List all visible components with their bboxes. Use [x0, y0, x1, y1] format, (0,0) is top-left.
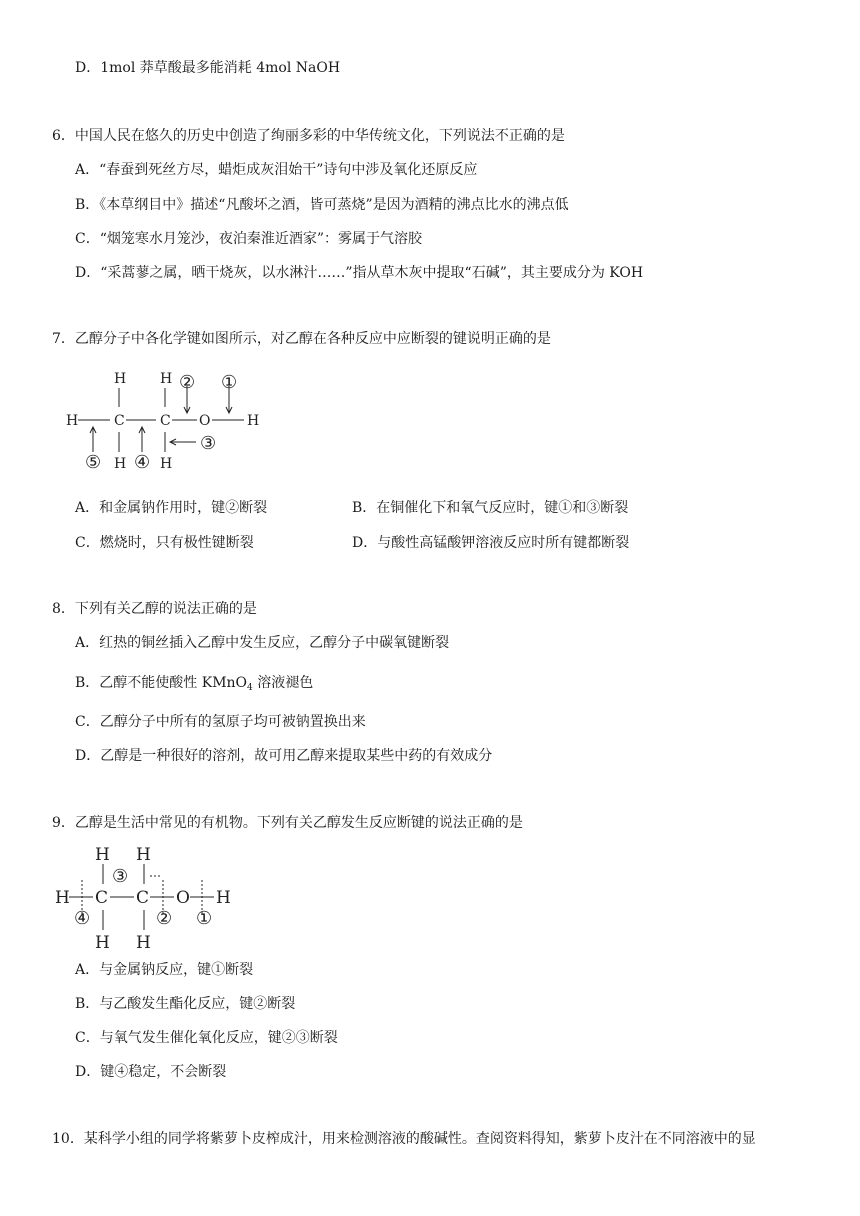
q6-option-c: C．“烟笼寒水月笼沙，夜泊秦淮近酒家”：雾属于气溶胶 — [75, 231, 423, 247]
q7-option-d: D．与酸性高锰酸钾溶液反应时所有键都断裂 — [352, 535, 630, 551]
q9-atom-c2: C — [136, 888, 150, 908]
q9-atom-h-right: H — [216, 888, 231, 908]
q7-option-b: B．在铜催化下和氧气反应时，键①和③断裂 — [352, 500, 629, 516]
q9-option-c: C．与氧气发生催化氧化反应，键②③断裂 — [75, 1030, 338, 1046]
q8-option-b — [75, 673, 313, 698]
q7-bond-label-3: ③ — [200, 433, 217, 454]
q9-atom-h-c2-bottom: H — [136, 933, 151, 953]
q8-option-c: C．乙醇分子中所有的氢原子均可被钠置换出来 — [75, 714, 366, 730]
q9-bond-label-3: ③ — [112, 866, 129, 887]
q8-option-b-post: 溶液褪色 — [252, 675, 314, 691]
q6-stem: 6．中国人民在悠久的历史中创造了绚丽多彩的中华传统文化，下列说法不正确的是 — [52, 128, 565, 144]
q7-atom-c2: C — [160, 413, 171, 429]
q8-option-b-formula: KMnO — [201, 675, 248, 691]
q7-option-c: C．燃烧时，只有极性键断裂 — [75, 535, 254, 551]
q9-option-d: D．键④稳定，不会断裂 — [75, 1064, 227, 1080]
q7-bond-label-5: ⑤ — [85, 452, 102, 473]
q7-ethanol-structure-figure — [58, 364, 278, 476]
q7-bond-label-2: ② — [179, 372, 196, 393]
q7-atom-h-c2-bottom: H — [160, 456, 173, 472]
q8-option-a: A．红热的铜丝插入乙醇中发生反应，乙醇分子中碳氧键断裂 — [75, 635, 450, 651]
q7-bond-label-1: ① — [221, 372, 238, 393]
q9-bond-label-2: ② — [156, 908, 173, 929]
q9-atom-c1: C — [95, 888, 109, 908]
q9-atom-h-c1-top: H — [95, 845, 110, 865]
q6-option-b: B．《本草纲目中》描述“凡酸坏之酒，皆可蒸烧”是因为酒精的沸点比水的沸点低 — [75, 197, 569, 213]
q6-option-a: A．“春蚕到死丝方尽，蜡炬成灰泪始干”诗句中涉及氧化还原反应 — [75, 162, 478, 178]
q8-option-d: D．乙醇是一种很好的溶剂，故可用乙醇来提取某些中药的有效成分 — [75, 748, 493, 764]
q6-option-d: D．“采蒿蓼之属，晒干烧灰，以水淋汁……”指从草木灰中提取“石碱”，其主要成分为 KOH — [75, 265, 644, 281]
q9-ethanol-structure-figure — [52, 842, 252, 954]
q8-option-b-pre: B．乙醇不能使酸性 — [75, 675, 202, 691]
q9-atom-h-c2-top: H — [136, 845, 151, 865]
q7-bond-label-4: ④ — [134, 452, 151, 473]
q7-atom-h-right: H — [247, 413, 260, 429]
q9-atom-h-left: H — [55, 888, 70, 908]
q9-option-b: B．与乙酸发生酯化反应，键②断裂 — [75, 996, 296, 1012]
q8-stem: 8．下列有关乙醇的说法正确的是 — [52, 601, 257, 617]
q9-bond-label-1: ① — [196, 908, 213, 929]
q7-atom-h-c1-top: H — [114, 371, 127, 387]
q9-stem: 9．乙醇是生活中常见的有机物。下列有关乙醇发生反应断键的说法正确的是 — [52, 815, 523, 831]
q7-atom-h-c2-top: H — [160, 371, 173, 387]
q7-atom-h-left: H — [66, 413, 79, 429]
q5-option-d: D．1mol 莽草酸最多能消耗 4mol NaOH — [75, 60, 341, 76]
q8-option-b-subscript: 4 — [247, 683, 253, 693]
q9-atom-h-c1-bottom: H — [95, 933, 110, 953]
q10-stem: 10．某科学小组的同学将紫萝卜皮榨成汁，用来检测溶液的酸碱性。查阅资料得知，紫萝卜皮汁在不同溶液中的显 — [52, 1131, 756, 1147]
q9-option-a: A．与金属钠反应，键①断裂 — [75, 962, 254, 978]
q7-atom-c1: C — [114, 413, 125, 429]
q7-atom-o: O — [199, 413, 211, 429]
q7-atom-h-c1-bottom: H — [114, 456, 127, 472]
q9-atom-o: O — [176, 888, 190, 908]
q7-option-a: A．和金属钠作用时，键②断裂 — [75, 500, 268, 516]
q9-bond-label-4: ④ — [74, 908, 91, 929]
q7-stem: 7．乙醇分子中各化学键如图所示，对乙醇在各种反应中应断裂的键说明正确的是 — [52, 331, 551, 347]
